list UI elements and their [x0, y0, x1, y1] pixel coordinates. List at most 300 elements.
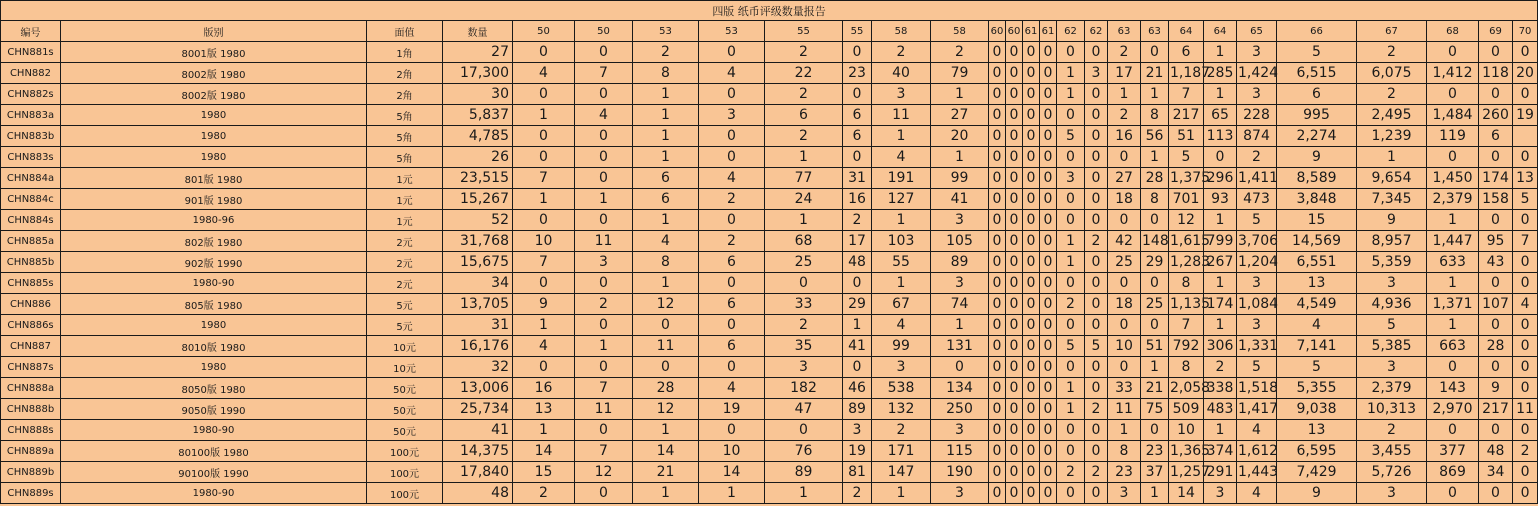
cell-grade-count: 1	[1057, 399, 1085, 420]
cell-grade-count: 1	[633, 84, 699, 105]
cell-grade-count: 0	[1006, 147, 1023, 168]
cell-grade-count: 377	[1427, 441, 1479, 462]
cell-grade-count: 1,612	[1237, 441, 1277, 462]
cell-grade-count: 1	[1204, 273, 1237, 294]
cell-grade-count: 56	[1141, 126, 1169, 147]
cell-grade-count: 0	[575, 273, 633, 294]
cell-grade-count: 9	[1277, 483, 1357, 504]
report-title: 四版 纸币评级数量报告	[1, 1, 1538, 21]
cell-grade-count: 2	[1108, 105, 1141, 126]
cell-grade-count: 6	[1479, 126, 1513, 147]
cell-code: CHN884a	[1, 168, 61, 189]
header-grade: 65	[1237, 21, 1277, 42]
cell-grade-count: 12	[633, 399, 699, 420]
cell-grade-count: 1	[843, 315, 872, 336]
cell-grade-count: 0	[1023, 147, 1040, 168]
header-grade: 58	[872, 21, 931, 42]
cell-denomination: 100元	[367, 441, 443, 462]
cell-grade-count: 0	[1479, 210, 1513, 231]
cell-quantity: 52	[443, 210, 513, 231]
cell-grade-count: 0	[1040, 231, 1057, 252]
cell-grade-count: 0	[1513, 147, 1538, 168]
header-grade: 60	[1006, 21, 1023, 42]
cell-grade-count: 0	[1006, 273, 1023, 294]
cell-grade-count: 21	[1141, 378, 1169, 399]
cell-grade-count: 19	[843, 441, 872, 462]
cell-version: 1980-90	[61, 420, 367, 441]
cell-grade-count: 0	[1427, 483, 1479, 504]
cell-grade-count: 1	[513, 105, 575, 126]
cell-grade-count: 17	[1108, 63, 1141, 84]
cell-grade-count: 0	[1006, 483, 1023, 504]
cell-grade-count: 68	[765, 231, 843, 252]
cell-grade-count: 799	[1204, 231, 1237, 252]
cell-grade-count: 0	[1141, 273, 1169, 294]
cell-denomination: 50元	[367, 399, 443, 420]
cell-grade-count: 5,385	[1357, 336, 1427, 357]
cell-grade-count: 6	[1277, 84, 1357, 105]
header-grade: 58	[931, 21, 989, 42]
cell-denomination: 1元	[367, 210, 443, 231]
cell-grade-count: 3	[765, 357, 843, 378]
cell-grade-count: 0	[1479, 483, 1513, 504]
cell-grade-count: 5	[1057, 336, 1085, 357]
cell-grade-count: 11	[575, 399, 633, 420]
cell-grade-count: 0	[1427, 84, 1479, 105]
cell-grade-count: 0	[575, 147, 633, 168]
cell-grade-count: 0	[1023, 441, 1040, 462]
cell-grade-count: 10	[1108, 336, 1141, 357]
cell-grade-count: 6,075	[1357, 63, 1427, 84]
cell-grade-count: 0	[1006, 462, 1023, 483]
cell-grade-count: 14,569	[1277, 231, 1357, 252]
cell-grade-count: 2	[872, 42, 931, 63]
cell-grade-count: 6,595	[1277, 441, 1357, 462]
cell-grade-count: 2	[843, 210, 872, 231]
cell-grade-count: 2,274	[1277, 126, 1357, 147]
cell-grade-count: 4	[1237, 483, 1277, 504]
cell-grade-count: 0	[1006, 294, 1023, 315]
cell-version: 1980	[61, 147, 367, 168]
table-row	[1, 441, 1538, 462]
cell-quantity: 15,675	[443, 252, 513, 273]
cell-grade-count: 147	[872, 462, 931, 483]
cell-grade-count: 0	[1023, 462, 1040, 483]
cell-grade-count: 0	[1006, 420, 1023, 441]
cell-grade-count: 3,848	[1277, 189, 1357, 210]
cell-grade-count: 0	[1057, 189, 1085, 210]
cell-quantity: 13,006	[443, 378, 513, 399]
cell-grade-count: 5	[1085, 336, 1108, 357]
cell-grade-count: 16	[1108, 126, 1141, 147]
cell-grade-count: 1	[633, 420, 699, 441]
cell-grade-count: 0	[1006, 252, 1023, 273]
cell-grade-count: 1	[575, 336, 633, 357]
cell-grade-count: 3	[699, 105, 765, 126]
cell-grade-count: 35	[765, 336, 843, 357]
cell-grade-count: 0	[843, 84, 872, 105]
cell-grade-count: 9,654	[1357, 168, 1427, 189]
cell-grade-count: 2	[513, 483, 575, 504]
cell-grade-count: 4	[1237, 420, 1277, 441]
cell-grade-count: 5	[1513, 189, 1538, 210]
cell-grade-count: 89	[931, 252, 989, 273]
cell-grade-count: 3	[1108, 483, 1141, 504]
header-grade: 69	[1479, 21, 1513, 42]
cell-grade-count: 663	[1427, 336, 1479, 357]
cell-grade-count: 1	[633, 483, 699, 504]
cell-quantity: 17,300	[443, 63, 513, 84]
cell-quantity: 14,375	[443, 441, 513, 462]
cell-grade-count: 0	[989, 357, 1006, 378]
cell-grade-count: 338	[1204, 378, 1237, 399]
cell-grade-count: 0	[989, 378, 1006, 399]
cell-grade-count: 134	[931, 378, 989, 399]
cell-grade-count: 28	[1141, 168, 1169, 189]
cell-version: 1980	[61, 315, 367, 336]
cell-grade-count: 10	[699, 441, 765, 462]
cell-grade-count: 0	[1040, 84, 1057, 105]
cell-grade-count: 4	[872, 147, 931, 168]
cell-quantity: 16,176	[443, 336, 513, 357]
cell-grade-count: 0	[1427, 147, 1479, 168]
cell-grade-count: 0	[513, 84, 575, 105]
cell-grade-count: 0	[1513, 462, 1538, 483]
cell-grade-count: 0	[1023, 42, 1040, 63]
cell-grade-count: 1,331	[1237, 336, 1277, 357]
cell-code: CHN883s	[1, 147, 61, 168]
table-row	[1, 231, 1538, 252]
cell-grade-count: 0	[843, 273, 872, 294]
cell-denomination: 5角	[367, 126, 443, 147]
cell-grade-count: 22	[765, 63, 843, 84]
cell-grade-count: 14	[513, 441, 575, 462]
cell-grade-count: 3	[1357, 273, 1427, 294]
cell-quantity: 31	[443, 315, 513, 336]
cell-grade-count: 1	[872, 483, 931, 504]
cell-grade-count: 1,084	[1237, 294, 1277, 315]
cell-grade-count: 1,204	[1237, 252, 1277, 273]
cell-grade-count: 5,355	[1277, 378, 1357, 399]
cell-grade-count: 3	[931, 273, 989, 294]
cell-grade-count: 0	[1040, 378, 1057, 399]
cell-code: CHN888b	[1, 399, 61, 420]
cell-denomination: 2元	[367, 252, 443, 273]
cell-denomination: 5角	[367, 105, 443, 126]
cell-grade-count: 15	[513, 462, 575, 483]
cell-grade-count: 7	[1513, 231, 1538, 252]
cell-grade-count: 3,706	[1237, 231, 1277, 252]
header-grade: 60	[989, 21, 1006, 42]
cell-grade-count: 0	[843, 147, 872, 168]
cell-grade-count: 7	[575, 378, 633, 399]
cell-code: CHN889s	[1, 483, 61, 504]
cell-code: CHN882s	[1, 84, 61, 105]
cell-grade-count: 2	[575, 294, 633, 315]
cell-grade-count: 0	[1108, 147, 1141, 168]
cell-grade-count: 0	[1513, 84, 1538, 105]
table-row	[1, 336, 1538, 357]
cell-grade-count: 509	[1169, 399, 1204, 420]
cell-denomination: 50元	[367, 420, 443, 441]
cell-grade-count: 37	[1141, 462, 1169, 483]
cell-grade-count: 0	[989, 441, 1006, 462]
cell-grade-count: 5	[1237, 357, 1277, 378]
cell-grade-count: 1,411	[1237, 168, 1277, 189]
cell-grade-count: 51	[1169, 126, 1204, 147]
cell-grade-count: 7	[575, 63, 633, 84]
cell-grade-count: 8,589	[1277, 168, 1357, 189]
table-row	[1, 210, 1538, 231]
cell-grade-count: 5	[1169, 147, 1204, 168]
table-row	[1, 420, 1538, 441]
cell-grade-count: 0	[931, 357, 989, 378]
cell-grade-count: 0	[1085, 441, 1108, 462]
cell-grade-count: 0	[1108, 315, 1141, 336]
cell-grade-count: 8	[633, 252, 699, 273]
cell-grade-count: 3	[1237, 84, 1277, 105]
cell-denomination: 100元	[367, 483, 443, 504]
cell-grade-count: 0	[1513, 315, 1538, 336]
table-row	[1, 189, 1538, 210]
cell-grade-count: 18	[1108, 189, 1141, 210]
cell-grade-count: 2	[699, 189, 765, 210]
cell-grade-count: 0	[1006, 84, 1023, 105]
cell-grade-count: 0	[513, 126, 575, 147]
cell-grade-count: 11	[1108, 399, 1141, 420]
cell-grade-count: 0	[1006, 315, 1023, 336]
cell-grade-count: 0	[699, 357, 765, 378]
cell-grade-count: 0	[1085, 84, 1108, 105]
cell-grade-count: 3	[931, 483, 989, 504]
cell-version: 901版 1980	[61, 189, 367, 210]
cell-denomination: 5元	[367, 294, 443, 315]
cell-grade-count: 0	[1085, 105, 1108, 126]
cell-grade-count: 24	[765, 189, 843, 210]
table-row	[1, 126, 1538, 147]
cell-grade-count: 0	[1085, 420, 1108, 441]
cell-grade-count: 0	[1427, 357, 1479, 378]
cell-grade-count: 6	[765, 105, 843, 126]
cell-grade-count: 29	[843, 294, 872, 315]
cell-grade-count: 8	[1141, 189, 1169, 210]
cell-grade-count: 0	[1057, 315, 1085, 336]
cell-grade-count: 1	[1141, 483, 1169, 504]
header-grade: 61	[1040, 21, 1057, 42]
cell-grade-count: 1	[699, 483, 765, 504]
cell-grade-count: 483	[1204, 399, 1237, 420]
cell-grade-count: 0	[1057, 483, 1085, 504]
header-grade: 62	[1085, 21, 1108, 42]
cell-version: 1980	[61, 126, 367, 147]
cell-grade-count: 67	[872, 294, 931, 315]
header-version: 版别	[61, 21, 367, 42]
cell-grade-count: 1	[931, 147, 989, 168]
cell-grade-count: 0	[1040, 399, 1057, 420]
cell-grade-count: 33	[765, 294, 843, 315]
cell-grade-count: 0	[1427, 42, 1479, 63]
cell-grade-count: 1	[1427, 273, 1479, 294]
cell-version: 802版 1980	[61, 231, 367, 252]
cell-grade-count: 40	[872, 63, 931, 84]
cell-grade-count: 11	[633, 336, 699, 357]
cell-grade-count: 1	[1108, 420, 1141, 441]
cell-grade-count: 0	[1006, 210, 1023, 231]
cell-grade-count: 7	[513, 168, 575, 189]
cell-grade-count: 4	[699, 168, 765, 189]
cell-grade-count: 7	[575, 441, 633, 462]
header-grade: 50	[513, 21, 575, 42]
cell-grade-count: 0	[1023, 252, 1040, 273]
cell-grade-count: 0	[1040, 441, 1057, 462]
cell-grade-count: 2	[765, 84, 843, 105]
cell-grade-count: 7,345	[1357, 189, 1427, 210]
header-grade: 62	[1057, 21, 1085, 42]
cell-quantity: 48	[443, 483, 513, 504]
cell-denomination: 5角	[367, 147, 443, 168]
header-grade: 50	[575, 21, 633, 42]
cell-grade-count: 103	[872, 231, 931, 252]
cell-grade-count: 2	[1085, 231, 1108, 252]
cell-grade-count: 41	[843, 336, 872, 357]
cell-grade-count: 228	[1237, 105, 1277, 126]
cell-grade-count: 1,615	[1169, 231, 1204, 252]
cell-grade-count: 105	[931, 231, 989, 252]
cell-grade-count: 0	[1006, 105, 1023, 126]
cell-grade-count: 6	[699, 252, 765, 273]
cell-grade-count: 217	[1479, 399, 1513, 420]
cell-grade-count: 6	[633, 189, 699, 210]
cell-grade-count: 2	[1357, 420, 1427, 441]
cell-code: CHN888s	[1, 420, 61, 441]
cell-grade-count: 2,379	[1357, 378, 1427, 399]
cell-code: CHN882	[1, 63, 61, 84]
cell-grade-count: 0	[989, 420, 1006, 441]
cell-grade-count: 1	[1204, 42, 1237, 63]
cell-grade-count: 0	[633, 315, 699, 336]
cell-grade-count: 46	[843, 378, 872, 399]
cell-grade-count: 182	[765, 378, 843, 399]
cell-grade-count: 1,447	[1427, 231, 1479, 252]
cell-grade-count: 14	[633, 441, 699, 462]
cell-quantity: 13,705	[443, 294, 513, 315]
cell-grade-count: 14	[699, 462, 765, 483]
header-grade: 67	[1357, 21, 1427, 42]
cell-grade-count: 16	[843, 189, 872, 210]
cell-grade-count: 0	[989, 315, 1006, 336]
cell-grade-count: 3	[1204, 483, 1237, 504]
cell-grade-count: 4	[872, 315, 931, 336]
cell-grade-count: 0	[765, 420, 843, 441]
cell-denomination: 1角	[367, 42, 443, 63]
cell-grade-count: 7,141	[1277, 336, 1357, 357]
header-grade: 66	[1277, 21, 1357, 42]
cell-grade-count: 0	[1479, 84, 1513, 105]
cell-grade-count: 23	[843, 63, 872, 84]
cell-grade-count: 11	[1513, 399, 1538, 420]
cell-code: CHN881s	[1, 42, 61, 63]
cell-grade-count: 0	[575, 168, 633, 189]
cell-grade-count: 0	[989, 126, 1006, 147]
cell-grade-count: 2	[1357, 42, 1427, 63]
cell-grade-count: 0	[765, 273, 843, 294]
cell-grade-count: 0	[1040, 357, 1057, 378]
cell-grade-count: 2	[699, 231, 765, 252]
cell-grade-count: 0	[1141, 42, 1169, 63]
cell-grade-count: 0	[1023, 189, 1040, 210]
table-row	[1, 294, 1538, 315]
cell-grade-count: 113	[1204, 126, 1237, 147]
cell-grade-count: 2	[1108, 42, 1141, 63]
cell-quantity: 30	[443, 84, 513, 105]
cell-grade-count: 2	[1513, 441, 1538, 462]
cell-grade-count: 0	[989, 84, 1006, 105]
cell-grade-count: 0	[989, 231, 1006, 252]
cell-version: 8002版 1980	[61, 63, 367, 84]
cell-grade-count: 0	[1513, 357, 1538, 378]
cell-grade-count: 1	[1357, 147, 1427, 168]
cell-grade-count: 13	[513, 399, 575, 420]
cell-code: CHN889a	[1, 441, 61, 462]
cell-grade-count: 21	[633, 462, 699, 483]
cell-grade-count: 0	[1023, 126, 1040, 147]
cell-grade-count: 29	[1141, 252, 1169, 273]
cell-grade-count: 0	[575, 357, 633, 378]
cell-grade-count: 0	[513, 273, 575, 294]
cell-grade-count: 2	[1085, 462, 1108, 483]
cell-grade-count: 8	[633, 63, 699, 84]
cell-quantity: 17,840	[443, 462, 513, 483]
cell-code: CHN884c	[1, 189, 61, 210]
cell-grade-count: 0	[989, 147, 1006, 168]
header-denomination: 面值	[367, 21, 443, 42]
cell-grade-count: 3,455	[1357, 441, 1427, 462]
cell-grade-count: 0	[1085, 294, 1108, 315]
cell-denomination: 2元	[367, 273, 443, 294]
cell-grade-count: 4	[513, 63, 575, 84]
cell-grade-count: 0	[1085, 147, 1108, 168]
cell-grade-count: 0	[1085, 42, 1108, 63]
cell-grade-count: 0	[1040, 294, 1057, 315]
cell-grade-count: 7	[1169, 84, 1204, 105]
header-row	[1, 21, 1538, 42]
cell-grade-count: 2	[1204, 357, 1237, 378]
cell-grade-count: 0	[1006, 168, 1023, 189]
cell-grade-count: 4	[699, 63, 765, 84]
cell-grade-count: 3	[931, 420, 989, 441]
cell-grade-count: 119	[1427, 126, 1479, 147]
cell-grade-count: 12	[633, 294, 699, 315]
cell-grade-count: 115	[931, 441, 989, 462]
cell-grade-count: 0	[1040, 126, 1057, 147]
table-row	[1, 63, 1538, 84]
cell-version: 801版 1980	[61, 168, 367, 189]
cell-grade-count: 0	[1023, 63, 1040, 84]
cell-denomination: 2角	[367, 84, 443, 105]
cell-grade-count: 143	[1427, 378, 1479, 399]
cell-grade-count: 0	[1479, 42, 1513, 63]
cell-grade-count: 5	[1237, 210, 1277, 231]
cell-grade-count: 0	[989, 252, 1006, 273]
cell-grade-count: 1	[1057, 231, 1085, 252]
cell-grade-count: 1,365	[1169, 441, 1204, 462]
cell-denomination: 2角	[367, 63, 443, 84]
cell-grade-count: 1,257	[1169, 462, 1204, 483]
table-row	[1, 462, 1538, 483]
cell-grade-count: 217	[1169, 105, 1204, 126]
cell-grade-count: 4	[575, 105, 633, 126]
cell-grade-count: 0	[1057, 273, 1085, 294]
